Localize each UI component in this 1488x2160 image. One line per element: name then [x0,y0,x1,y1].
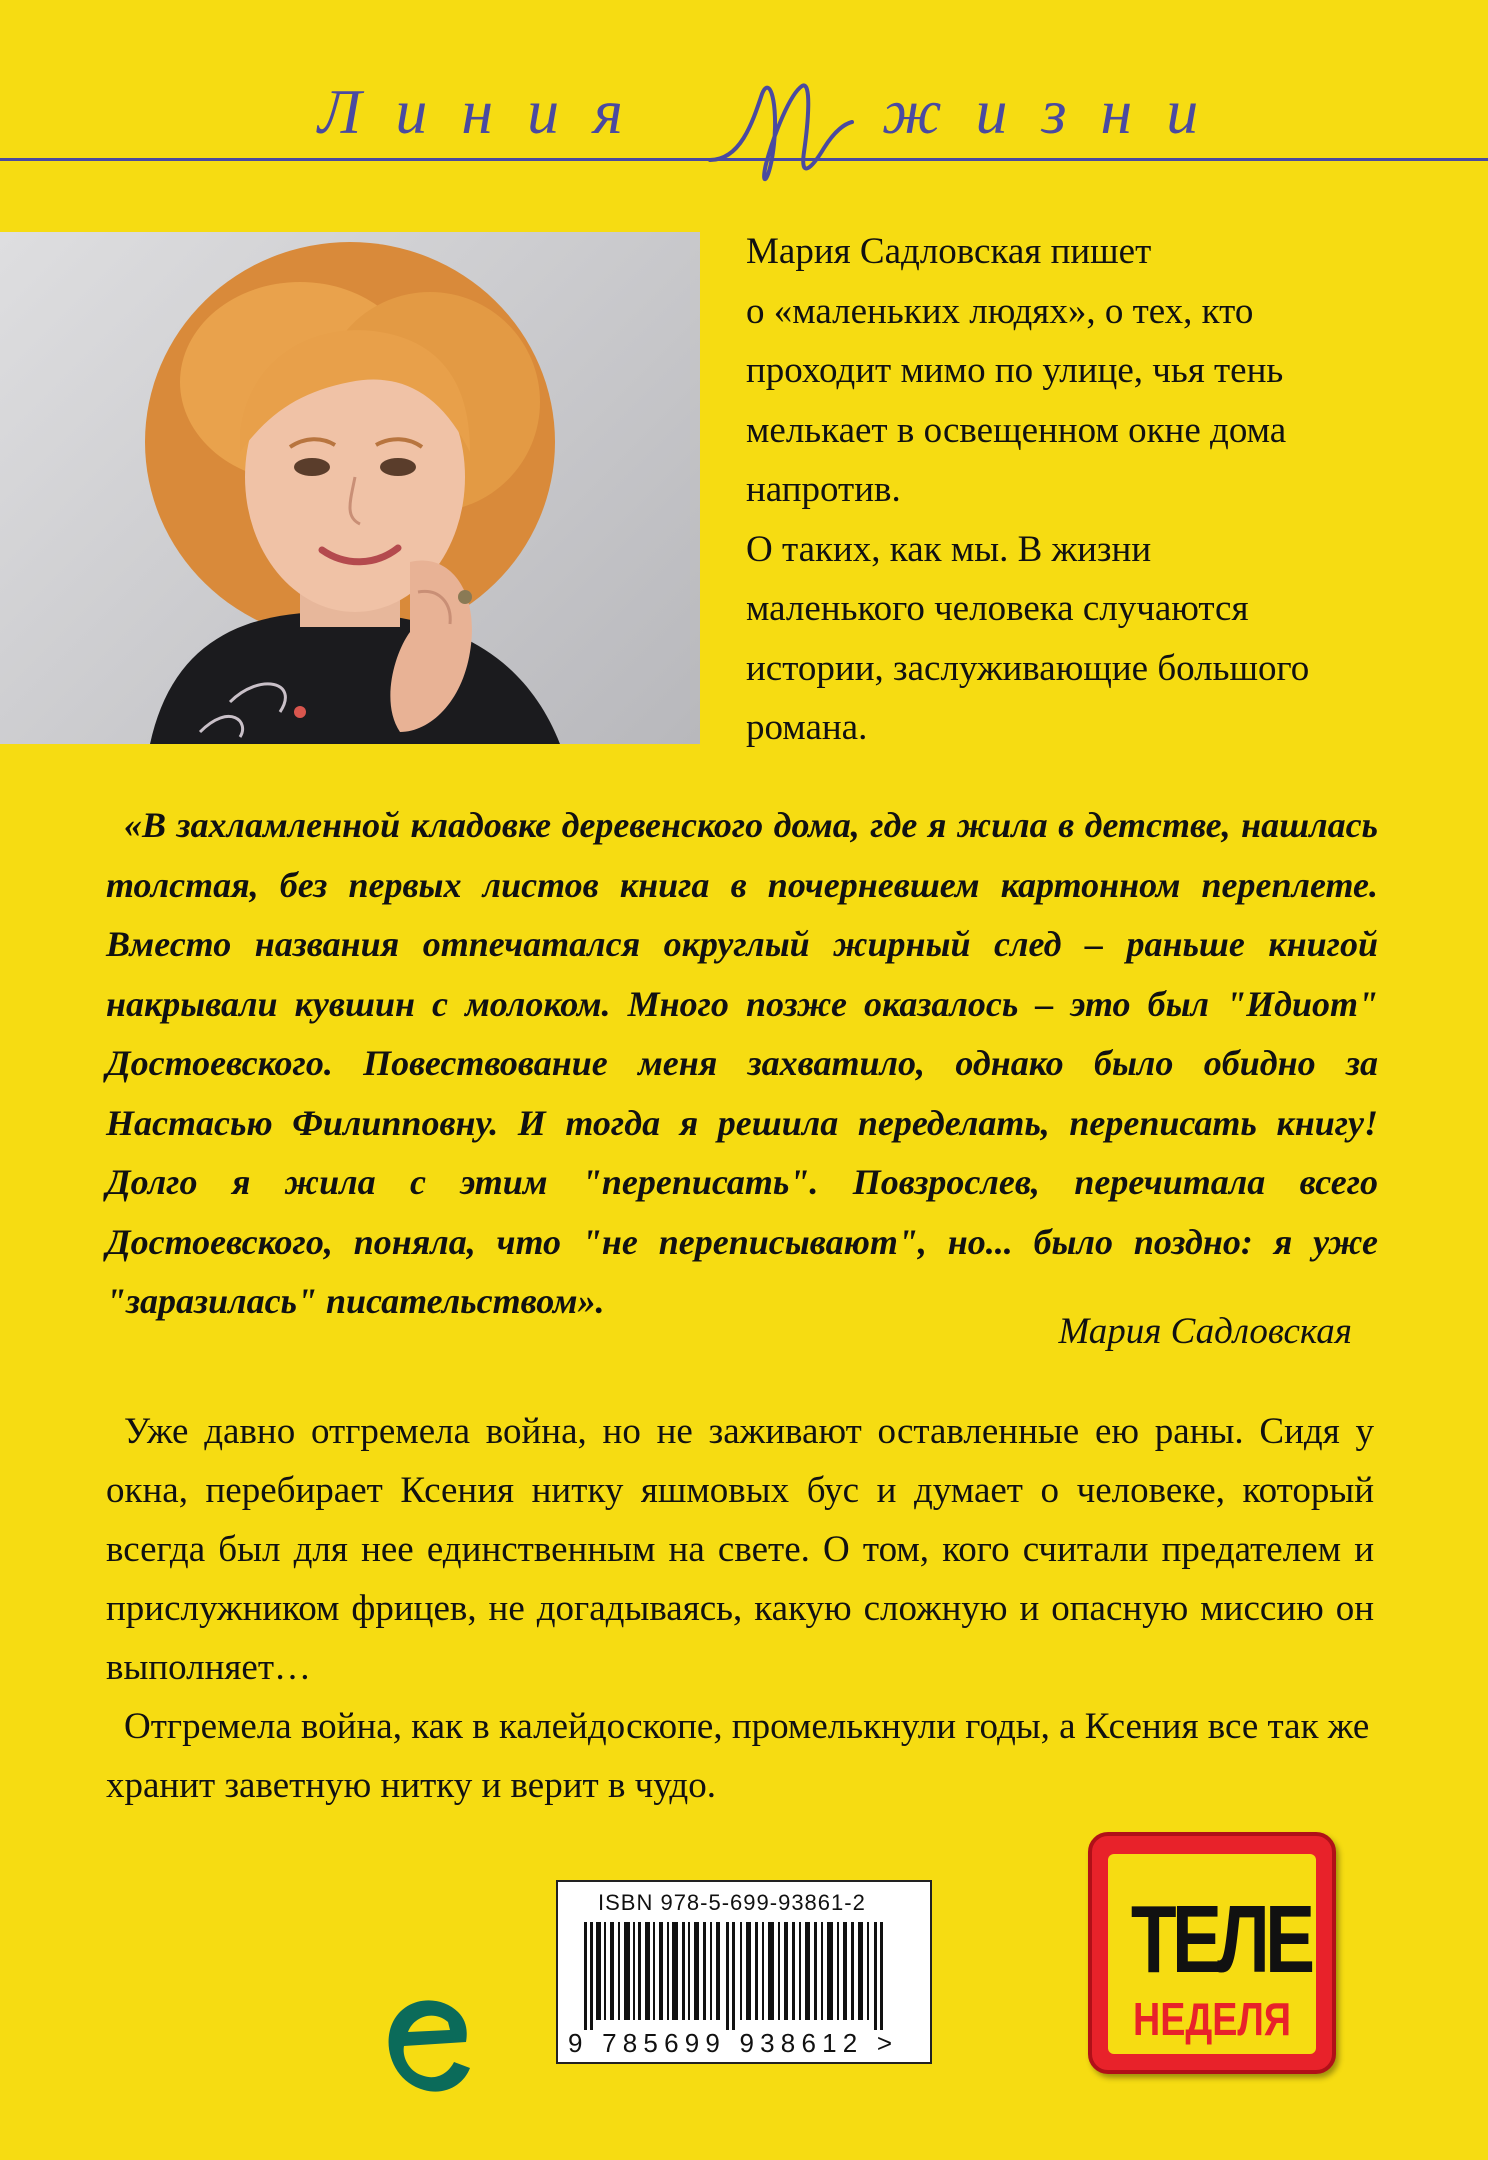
series-rule-line [0,158,1488,161]
blurb-line: Мария Садловская пишет [746,231,1152,272]
book-annotation [106,1402,1374,1815]
blurb-line: о «маленьких людях», о тех, кто [746,290,1254,332]
badge-title-top: ТЕЛЕ [1130,1886,1311,1993]
blurb-line: романа. [746,707,868,748]
blurb-line: О таких, как мы. В жизни [746,528,1152,570]
isbn-barcode [556,1880,932,2064]
eksmo-logo-icon [380,1990,476,2100]
author-portrait-icon [0,232,700,744]
quote-author: Мария Садловская [1058,1311,1352,1352]
annotation-paragraph: Отгремела война, как в калейдоскопе, промелькнули годы, а Ксения все так же хранит заветную нитку и верит в чудо. [106,1706,1370,1806]
series-flourish-icon [700,64,860,204]
author-photo [0,232,700,744]
author-quote: «В захламленной кладовке деревенского дома, где я жила в детстве, нашлась толстая, без первых листов книга в почерневшем картонном переплете. Вместо названия отпечатался округлый жирный след – раньше книгой накрывали кувшин с молоком. Много позже оказалось – это был "Идиот" Достоевского. Повествование меня захватило, однако было обидно за Настасью Филипповну. И тогда я решила переделать, переписать книгу! Долго я жила с этим "переписать". Повзрослев, перечитала всего Достоевского, поняла, что "не переписывают", но... было поздно: я уже "заразилась" писательством». [106,805,1378,1321]
blurb-line: мелькает в освещенном окне дома [746,409,1287,451]
blurb-line: истории, заслуживающие большого [746,647,1310,689]
isbn-label: ISBN 978-5-699-93861-2 [598,1890,866,1915]
teleneda-badge [1088,1832,1336,2074]
annotation-paragraph: Уже давно отгремела война, но не заживают оставленные ею раны. Сидя у окна, перебирает Ксения нитку яшмовых бус и думает о человеке, который всегда был для нее единственным на свете. О том, кого считали предателем и прислужником фрицев, не догадываясь, какую сложную и опасную миссию он выполняет… [106,1411,1374,1688]
blurb-line: проходит мимо по улице, чья тень [746,350,1284,391]
badge-inner-panel [1108,1854,1316,2054]
barcode-digits: 9 785699 938612 > [568,2028,899,2058]
author-blurb [746,222,1446,758]
series-title-right: жизни [882,76,1233,147]
blurb-line: маленького человека случаются [746,588,1249,629]
barcode-bars-icon [580,1922,912,2030]
series-title-left: Линия [318,76,657,147]
badge-title-bottom: НЕДЕЛЯ [1132,1993,1292,2045]
blurb-line: напротив. [746,469,901,510]
